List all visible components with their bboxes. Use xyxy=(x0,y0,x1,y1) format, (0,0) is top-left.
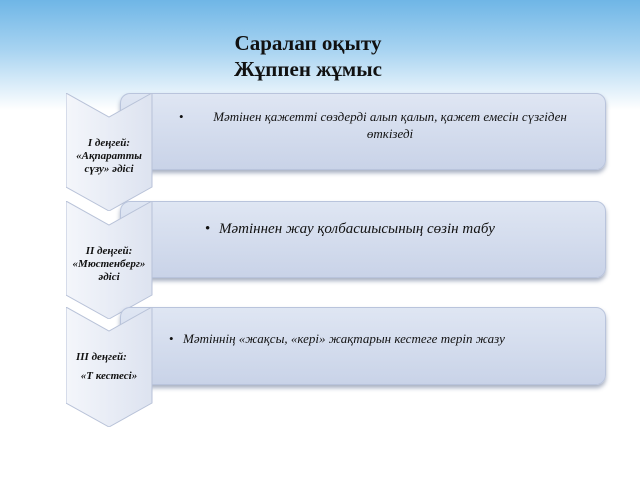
level-2-bar xyxy=(120,201,606,278)
level-3-label-line: «Т кестесі» xyxy=(80,370,138,382)
level-1-chevron xyxy=(66,93,158,211)
title-line-1: Саралап оқыту xyxy=(234,31,382,55)
level-2-label xyxy=(66,245,152,284)
level-1-label-line: сүзу» әдісі xyxy=(84,163,134,175)
level-2-chevron xyxy=(66,201,158,319)
level-1-label-line: «Ақпаратты xyxy=(76,150,142,162)
level-3-bullets xyxy=(121,308,605,347)
level-1-label-line: І деңгей: xyxy=(87,137,131,149)
level-3-label-line: ІІІ деңгей: xyxy=(76,351,127,363)
level-3-bar xyxy=(120,307,606,385)
level-1-bullet: • Мәтінен қажетті сөздерді алып қалып, қажет емесін сүзгіден өткізеді xyxy=(179,108,587,142)
level-1-label xyxy=(66,137,152,176)
level-3-bullet: • Мәтіннің «жақсы, «кері» жақтарын кестеге теріп жазу xyxy=(169,330,591,347)
level-2-label-line: ІІ деңгей: xyxy=(85,245,133,257)
level-2-bullet: • Мәтіннен жау қолбасшысының сөзін табу xyxy=(205,220,587,238)
level-2-label-line: «Мюстенберг» xyxy=(72,258,146,270)
level-2-label-line: әдісі xyxy=(98,271,120,283)
slide-title xyxy=(0,30,616,82)
level-1-bar xyxy=(120,93,606,170)
level-2-bullets xyxy=(121,202,605,238)
level-1-bullets xyxy=(121,94,605,142)
title-line-2: Жұппен жұмыс xyxy=(234,57,382,81)
level-3-label xyxy=(66,351,152,383)
level-3-chevron xyxy=(66,307,158,427)
